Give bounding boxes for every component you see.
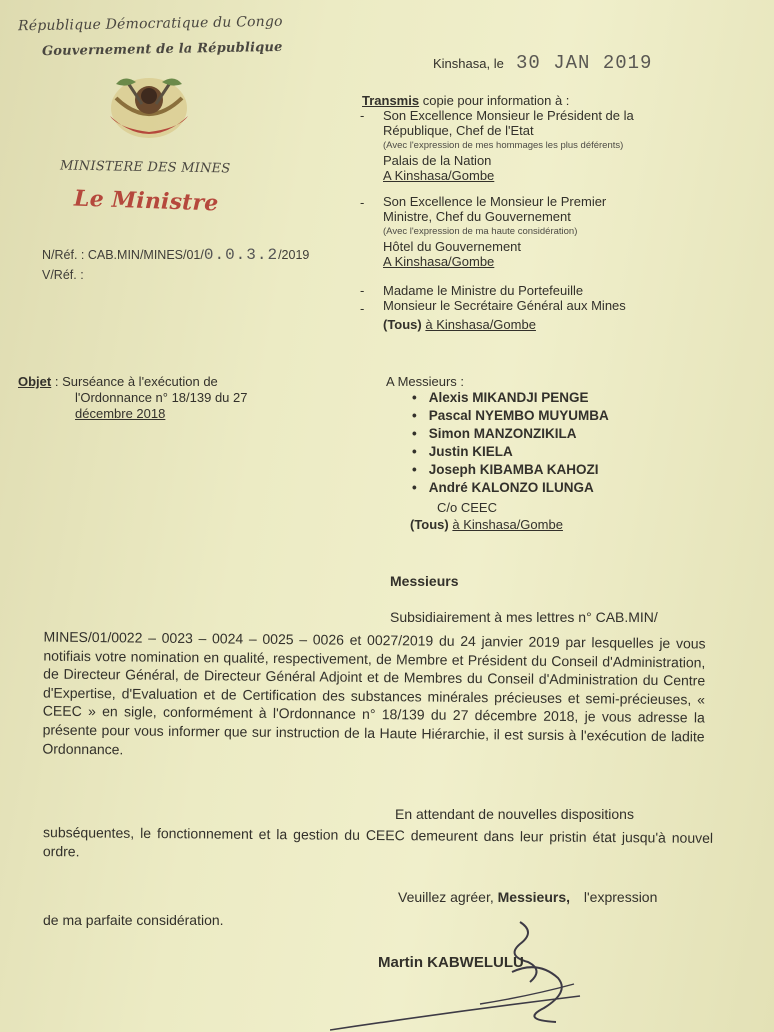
closing-text: l'expression bbox=[583, 889, 658, 905]
care-of: C/o CEEC bbox=[437, 500, 497, 515]
recipient-line: Son Excellence le Monsieur le Premier bbox=[383, 194, 607, 209]
addressee-name: • Joseph KIBAMBA KAHOZI bbox=[412, 461, 609, 479]
addressees-location bbox=[410, 517, 563, 532]
transmis-heading bbox=[362, 93, 569, 108]
addressee-name: • Justin KIELA bbox=[412, 443, 609, 461]
tous-label: (Tous) bbox=[410, 517, 449, 532]
recipient-note: (Avec l'expression de mes hommages les plus déférents) bbox=[383, 140, 624, 151]
recipient-line: République, Chef de l'Etat bbox=[383, 123, 534, 138]
location-label: à Kinshasa/Gombe bbox=[452, 517, 563, 532]
recipients-location bbox=[383, 317, 536, 332]
recipient-prime-minister bbox=[383, 194, 606, 269]
dateline-place: Kinshasa, le bbox=[433, 56, 504, 71]
closing-text: Veuillez agréer, bbox=[398, 889, 494, 905]
recipient-secretary-general: Monsieur le Secrétaire Général aux Mines bbox=[383, 298, 626, 313]
ministry-title: MINISTERE DES MINES bbox=[59, 158, 231, 177]
paragraph-2-first-line: En attendant de nouvelles dispositions bbox=[395, 806, 634, 822]
recipient-line: Palais de la Nation bbox=[383, 153, 492, 168]
dash-marker: - bbox=[360, 108, 365, 123]
addressee-name: • Pascal NYEMBO MUYUMBA bbox=[412, 407, 609, 425]
signatory-name: Martin KABWELULU bbox=[378, 954, 524, 971]
subject-block bbox=[18, 374, 247, 422]
recipient-line: Hôtel du Gouvernement bbox=[383, 239, 522, 254]
recipient-note: (Avec l'expression de ma haute considération) bbox=[383, 226, 578, 237]
addressees-heading: A Messieurs : bbox=[386, 374, 465, 389]
paragraph-1: MINES/01/0022 – 0023 – 0024 – 0025 – 0026 et 0027/2019 du 24 janvier 2019 par lesquelles je vous notifiais votre nomination en qualité, respectivement, de Membre et Président du Conseil d'Administration, de Directeur Général, de Directeur Général Adjoint et de Membres du Conseil d'Administration du Centre d'Expertise, d'Evaluation et de Certification des substances minérales précieuses et semi-précieuses, « CEEC » en sigle, conformément à l'Ordonnance n° 18/139 du 27 décembre 2018, je vous adresse la présente pour vous informer que sur instruction de la Haute Hiérarchie, il est sursis à l'exécution de ladite Ordonnance. bbox=[42, 628, 706, 757]
recipient-line: A Kinshasa/Gombe bbox=[383, 168, 495, 183]
dash-marker: - bbox=[360, 301, 365, 316]
subject-line: l'Ordonnance n° 18/139 du 27 bbox=[75, 390, 248, 405]
your-reference: V/Réf. : bbox=[42, 268, 84, 282]
minister-title: Le Ministre bbox=[73, 185, 219, 217]
subject-label: Objet bbox=[18, 374, 52, 389]
paragraph-2: subséquentes, le fonctionnement et la gestion du CEEC demeurent dans leur pristin état jusqu'à nouvel ordre. bbox=[42, 824, 714, 859]
tous-label: (Tous) bbox=[383, 317, 422, 332]
subject-line: décembre 2018 bbox=[75, 406, 166, 421]
date-stamp: 30 JAN 2019 bbox=[516, 52, 653, 74]
salutation: Messieurs bbox=[390, 573, 459, 589]
paragraph-1-first-line: Subsidiairement à mes lettres n° CAB.MIN/ bbox=[390, 609, 658, 625]
transmis-rest: copie pour information à : bbox=[422, 93, 570, 108]
subject-line: : Surséance à l'exécution de bbox=[54, 374, 218, 389]
addressees-list bbox=[412, 389, 609, 497]
nref-label: N/Réf. : bbox=[42, 248, 85, 262]
recipient-line: Son Excellence Monsieur le Président de la bbox=[383, 108, 634, 123]
nref-number: 0.0.3.2 bbox=[203, 246, 279, 264]
recipient-president bbox=[383, 108, 634, 183]
government-title: Gouvernement de la République bbox=[41, 39, 283, 60]
closing-line-2: de ma parfaite considération. bbox=[43, 912, 224, 928]
nref-prefix: CAB.MIN/MINES/01/ bbox=[87, 248, 204, 262]
recipient-line: A Kinshasa/Gombe bbox=[383, 254, 495, 269]
transmis-label: Transmis bbox=[362, 93, 420, 108]
closing-text: Messieurs, bbox=[497, 889, 570, 905]
addressee-name: • Simon MANZONZIKILA bbox=[412, 425, 609, 443]
dash-marker: - bbox=[360, 195, 365, 210]
dash-marker: - bbox=[360, 283, 365, 298]
location-label: à Kinshasa/Gombe bbox=[425, 317, 536, 332]
handwritten-signature bbox=[330, 912, 630, 1032]
recipient-line: Ministre, Chef du Gouvernement bbox=[383, 209, 571, 224]
addressee-name: • Alexis MIKANDJI PENGE bbox=[412, 389, 609, 407]
addressee-name: • André KALONZO ILUNGA bbox=[412, 479, 609, 497]
nref-suffix: /2019 bbox=[278, 248, 310, 262]
our-reference bbox=[42, 246, 309, 264]
republic-title: République Démocratique du Congo bbox=[17, 13, 283, 35]
recipient-portfolio-minister: Madame le Ministre du Portefeuille bbox=[383, 283, 584, 298]
coat-of-arms-emblem bbox=[96, 70, 202, 148]
closing-line bbox=[398, 889, 657, 905]
